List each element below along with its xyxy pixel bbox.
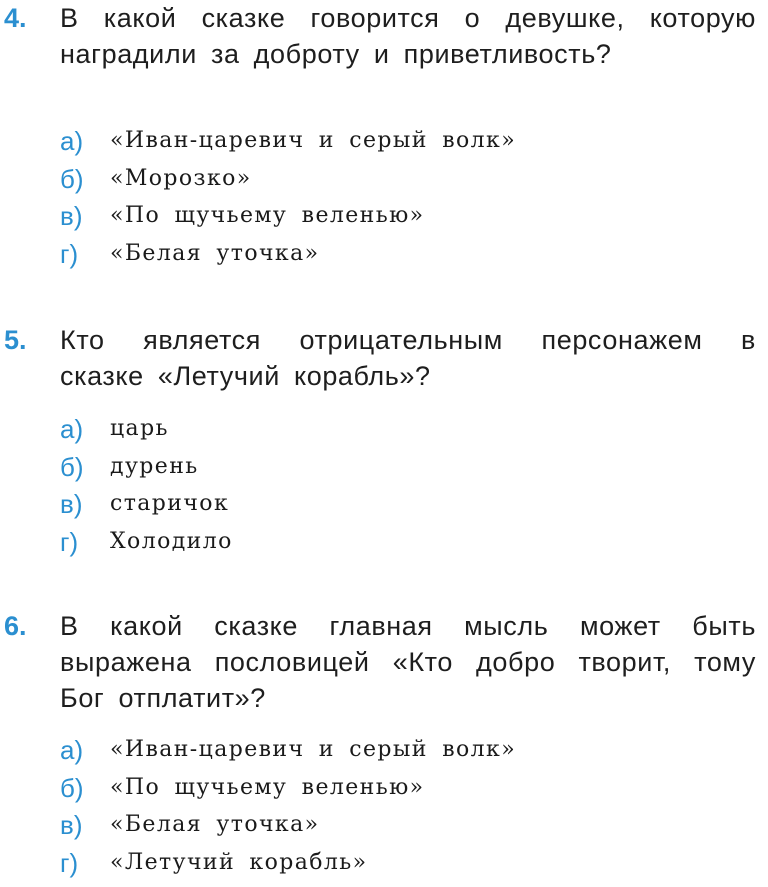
answer-text: «Иван-царевич и серый волк»	[110, 737, 517, 762]
answer-letter: а)	[60, 126, 84, 156]
answer-text: «Иван-царевич и серый волк»	[110, 128, 517, 153]
answer-option[interactable]	[60, 845, 760, 883]
answer-option[interactable]	[60, 198, 760, 236]
answer-option[interactable]	[60, 123, 760, 161]
answer-text: «Летучий корабль»	[110, 849, 368, 875]
answer-option[interactable]	[60, 732, 760, 770]
question-number: 4.	[4, 3, 27, 33]
answer-letter: г)	[60, 847, 79, 878]
answer-list-4	[60, 123, 760, 273]
answer-option[interactable]	[60, 449, 760, 487]
answer-letter: б)	[60, 451, 84, 482]
question-number: 5.	[4, 325, 27, 355]
answer-letter: б)	[60, 163, 84, 194]
answer-text: «Белая уточка»	[110, 812, 320, 837]
answer-letter: а)	[60, 414, 84, 444]
answer-text: «Морозко»	[110, 165, 252, 191]
question-text: В какой сказке говорится о девушке, которую наградили за доброту и приветливость?	[60, 3, 756, 69]
answer-letter: в)	[60, 810, 83, 840]
answer-option[interactable]	[60, 770, 760, 808]
answer-list-5	[60, 411, 760, 561]
answer-option[interactable]	[60, 486, 760, 524]
answer-text: старичок	[110, 491, 230, 516]
answer-text: «По щучьему веленью»	[110, 203, 425, 228]
answer-letter: г)	[60, 526, 79, 557]
answer-letter: в)	[60, 489, 83, 519]
question-text: Кто является отрицательным персонажем в сказке «Летучий корабль»?	[60, 325, 756, 391]
question-number: 6.	[4, 611, 27, 641]
answer-option[interactable]	[60, 161, 760, 199]
answer-text: царь	[110, 416, 169, 441]
answer-list-6	[60, 732, 760, 882]
answer-option[interactable]	[60, 524, 760, 562]
answer-option[interactable]	[60, 411, 760, 449]
answer-letter: г)	[60, 238, 79, 269]
answer-option[interactable]	[60, 807, 760, 845]
answer-letter: в)	[60, 201, 83, 231]
answer-letter: а)	[60, 735, 84, 765]
answer-text: «Белая уточка»	[110, 240, 320, 266]
answer-text: Холодило	[110, 528, 233, 554]
answer-text: дурень	[110, 453, 199, 479]
question-text: В какой сказке главная мысль может быть выражена пословицей «Кто добро творит, тому Бог отплатит»?	[60, 611, 756, 713]
answer-text: «По щучьему веленью»	[110, 774, 425, 800]
answer-letter: б)	[60, 772, 84, 803]
answer-option[interactable]	[60, 236, 760, 274]
